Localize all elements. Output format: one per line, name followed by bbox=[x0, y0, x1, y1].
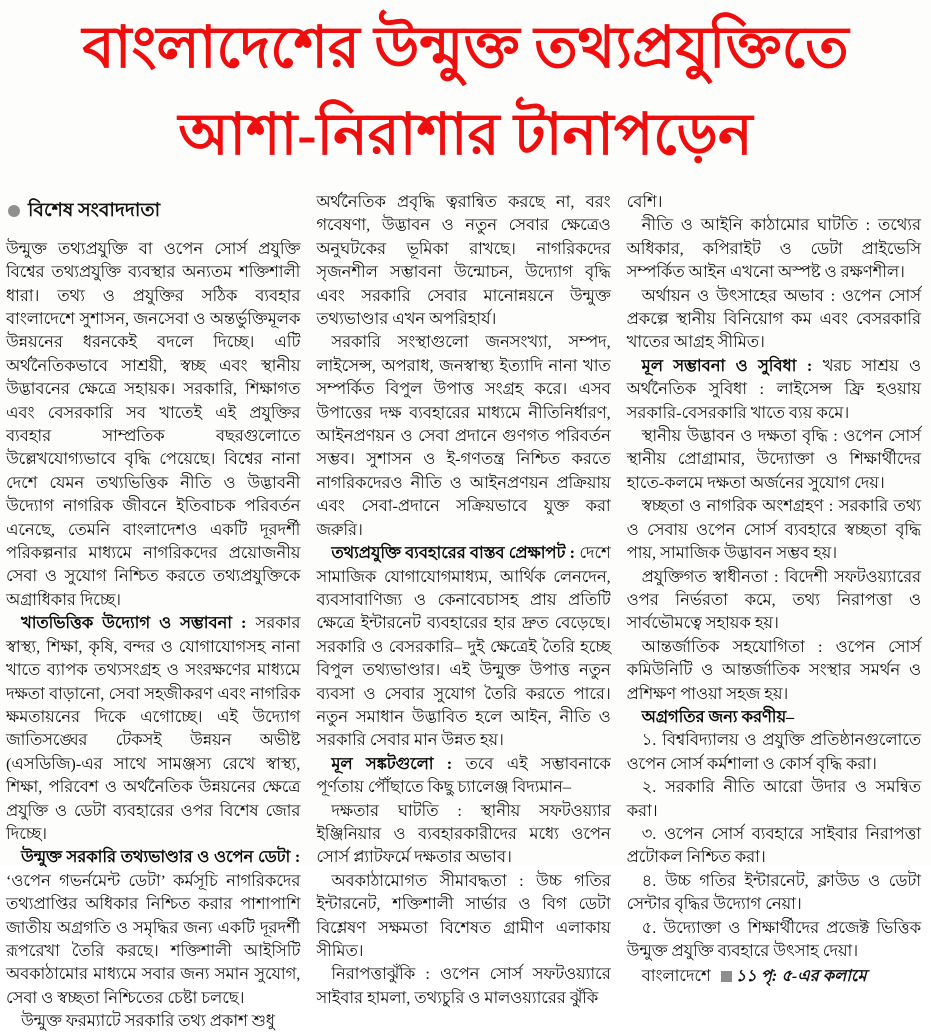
continuation-prefix: বাংলাদেশে bbox=[641, 966, 711, 986]
paragraph: ৩. ওপেন সোর্স ব্যবহারে সাইবার নিরাপত্তা প্রটোকল নিশ্চিত করা। bbox=[626, 823, 921, 867]
continuation-reference: ১১ পৃ: ৫-এর কলামে bbox=[735, 966, 867, 986]
paragraph: ৪. উচ্চ গতির ইন্টারনেট, ক্লাউড ও ডেটা সেন্টার বৃদ্ধির উদ্যোগ নেয়া। bbox=[626, 870, 921, 914]
paragraph: খাতভিত্তিক উদ্যোগ ও সম্ভাবনা : সরকার স্বাস্থ্য, শিক্ষা, কৃষি, বন্দর ও যোগাযোগসহ নানা খাতে ব্যাপক তথ্যসংগ্রহ ও সংরক্ষণের মাধ্যমে দক্ষতা বাড়ানো, সেবা সহজীকরণ এবং নাগরিক ক্ষমতায়নের দিকে এগোচ্ছে। এই উদ্যোগ জাতিসঙ্ঘের টেকসই উন্নয়ন অভীষ্ট (এসডিজি)-এর সাথে সামঞ্জস্য রেখে স্বাস্থ্য, শিক্ষা, পরিবেশ ও অর্থনৈতিক উন্নয়নের ক্ষেত্রে প্রযুক্তি ও ডেটা ব্যবহারের ওপর বিশেষ জোর দিচ্ছে। bbox=[6, 613, 301, 843]
paragraph: স্বচ্ছতা ও নাগরিক অংশগ্রহণ : সরকারি তথ্য ও সেবায় ওপেন সোর্স ব্যবহারে স্বচ্ছতা বৃদ্ধি পায়, সামাজিক উদ্ভাবন সম্ভব হয়। bbox=[626, 496, 921, 563]
paragraph-lead: মূল সম্ভাবনা ও সুবিধা : bbox=[641, 355, 823, 375]
paragraph-lead: তথ্যপ্রযুক্তি ব্যবহারের বাস্তব প্রেক্ষাপট : bbox=[331, 543, 580, 563]
paragraph: স্থানীয় উদ্ভাবন ও দক্ষতা বৃদ্ধি : ওপেন সোর্স স্থানীয় প্রোগ্রামার, উদ্যোক্তা ও শিক্ষার্থীদের হাতে-কলমে দক্ষতা অর্জনের সুযোগ দেয়। bbox=[626, 426, 921, 492]
paragraph-lead: খাতভিত্তিক উদ্যোগ ও সম্ভাবনা : bbox=[21, 613, 256, 633]
article-column-3 bbox=[627, 190, 921, 1033]
continuation-line bbox=[627, 964, 921, 987]
paragraph: ১. বিশ্ববিদ্যালয় ও প্রযুক্তি প্রতিষ্ঠানগুলোতে ওপেন সোর্স কর্মশালা ও কোর্স বৃদ্ধি করা। bbox=[626, 730, 921, 773]
paragraph: ৫. উদ্যোক্তা ও শিক্ষার্থীদের প্রজেক্ট ভিত্তিক উন্মুক্ত প্রযুক্তি ব্যবহারে উৎসাহ দেয়া। bbox=[626, 917, 921, 960]
paragraph: মূল সম্ভাবনা ও সুবিধা : খরচ সাশ্রয় ও অর্থনৈতিক সুবিধা : লাইসেন্স ফ্রি হওয়ায় সরকারি-বেসরকারি খাতে ব্যয় কমে। bbox=[626, 355, 921, 422]
paragraph: অবকাঠামোগত সীমাবদ্ধতা : উচ্চ গতির ইন্টারনেট, শক্তিশালী সার্ভার ও বিগ ডেটা বিশ্লেষণ সক্ষমতা বিশেষত গ্রামীণ এলাকায় সীমিত। bbox=[316, 870, 611, 960]
headline-line-1: বাংলাদেশের উন্মুক্ত তথ্যপ্রযুক্তিতে bbox=[82, 15, 849, 80]
paragraph: নিরাপত্তাঝুঁকি : ওপেন সোর্স সফটওয়্যারে সাইবার হামলা, তথ্যচুরি ও মালওয়্যারের ঝুঁকি bbox=[316, 964, 611, 1007]
article-column-2 bbox=[316, 190, 610, 1033]
paragraph: বেশি। bbox=[626, 192, 663, 211]
paragraph-lead: অগ্রগতির জন্য করণীয়– bbox=[641, 706, 795, 726]
paragraph: উন্মুক্ত সরকারি তথ্যভাণ্ডার ও ওপেন ডেটা : ‘ওপেন গভর্নমেন্ট ডেটা’ কর্মসূচি নাগরিকদের তথ্যপ্রাপ্তির অধিকার নিশ্চিত করার পাশাপাশি জাতীয় অগ্রগতি ও সমৃদ্ধির জন্য একটি দূরদর্শী রূপরেখা তৈরি করছে। শক্তিশালী আইসিটি অবকাঠামোর মাধ্যমে সবার জন্য সমান সুযোগ, সেবা ও স্বচ্ছতা নিশ্চিতের চেষ্টা চলছে। bbox=[6, 847, 301, 1007]
paragraph: মূল সঙ্কটগুলো : তবে এই সম্ভাবনাকে পূর্ণতায় পৌঁছাতে কিছু চ্যালেঞ্জ বিদ্যমান– bbox=[316, 753, 611, 797]
paragraph: ২. সরকারি নীতি আরো উদার ও সমন্বিত করা। bbox=[626, 777, 921, 820]
paragraph: অর্থায়ন ও উৎসাহের অভাব : ওপেন সোর্স প্রকল্পে স্থানীয় বিনিয়োগ কম এবং বেসরকারি খাতের আগ্রহ সীমিত। bbox=[626, 285, 921, 352]
paragraph: প্রযুক্তিগত স্বাধীনতা : বিদেশী সফটওয়্যারের ওপর নির্ভরতা কমে, তথ্য নিরাপত্তা ও সার্বভৌমত্বে সহায়ক হয়। bbox=[626, 566, 921, 633]
paragraph: উন্মুক্ত তথ্যপ্রযুক্তি বা ওপেন সোর্স প্রযুক্তি বিশ্বের তথ্যপ্রযুক্তি ব্যবস্থার অন্যতম শক্তিশালী ধারা। তথ্য ও প্রযুক্তির সঠিক ব্যবহার বাংলাদেশে সুশাসন, জনসেবা ও অন্তর্ভুক্তিমূলক উন্নয়নের ধরনকেই বদলে দিচ্ছে। এটি অর্থনৈতিকভাবে সাশ্রয়ী, স্বচ্ছ এবং স্থানীয় উদ্ভাবনের ক্ষেত্রে সহায়ক। সরকারি, শিক্ষাগত এবং বেসরকারি সব খাতেই এই প্রযুক্তির ব্যবহার সাম্প্রতিক বছরগুলোতে উল্লেখযোগ্যভাবে বৃদ্ধি পেয়েছে। বিশ্বের নানা দেশে যেমন তথ্যভিত্তিক নীতি ও উদ্ভাবনী উদ্যোগ নাগরিক জীবনে ইতিবাচক পরিবর্তন এনেছে, তেমনি বাংলাদেশও একটি দূরদর্শী পরিকল্পনার মাধ্যমে নাগরিকদের প্রয়োজনীয় সেবা ও সুযোগ নিশ্চিত করতে তথ্যপ্রযুক্তিকে অগ্রাধিকার দিচ্ছে। bbox=[6, 238, 301, 609]
paragraph: সরকারি সংস্থাগুলো জনসংখ্যা, সম্পদ, লাইসেন্স, অপরাধ, জনস্বাস্থ্য ইত্যাদি নানা খাত সম্পর্কিত বিপুল উপাত্ত সংগ্রহ করে। এসব উপাত্তের দক্ষ ব্যবহারের মাধ্যমে নীতিনির্ধারণ, আইনপ্রণয়ন ও সেবা প্রদানে গুণগত পরিবর্তন সম্ভব। সুশাসন ও ই-গণতন্ত্র নিশ্চিত করতে নাগরিকদেরও নীতি ও আইনপ্রণয়ন প্রক্রিয়ায় এবং সেবা-প্রদানে সক্রিয়ভাবে যুক্ত করা জরুরি। bbox=[316, 332, 611, 539]
paragraph: অর্থনৈতিক প্রবৃদ্ধি ত্বরান্বিত করছে না, বরং গবেষণা, উদ্ভাবন ও নতুন সেবার ক্ষেত্রেও অনুঘটকের ভূমিকা রাখছে। নাগরিকদের সৃজনশীল সম্ভাবনা উন্মোচন, উদ্যোগ বৃদ্ধি এবং সরকারি সেবার মানোন্নয়নে উন্মুক্ত তথ্যভাণ্ডার এখন অপরিহার্য। bbox=[316, 192, 611, 329]
paragraph-lead: মূল সঙ্কটগুলো : bbox=[331, 753, 466, 773]
paragraph: তথ্যপ্রযুক্তি ব্যবহারের বাস্তব প্রেক্ষাপট : দেশে সামাজিক যোগাযোগমাধ্যম, আর্থিক লেনদেন, ব্যবসাবাণিজ্য ও কেনাবেচাসহ প্রায় প্রতিটি ক্ষেত্রে ইন্টারনেট ব্যবহারের হার দ্রুত বেড়েছে। সরকারি ও বেসরকারি– দুই ক্ষেত্রেই তৈরি হচ্ছে বিপুল তথ্যভাণ্ডার। এই উন্মুক্ত উপাত্ত নতুন ব্যবসা ও সেবার সুযোগ তৈরি করতে পারে। নতুন সমাধান উদ্ভাবিত হলে আইন, নীতি ও সরকারি সেবার মান উন্নত হয়। bbox=[316, 543, 611, 750]
byline-text: বিশেষ সংবাদদাতা bbox=[28, 200, 161, 221]
article-column-1 bbox=[6, 190, 300, 1033]
circle-bullet-icon bbox=[8, 205, 20, 217]
paragraph bbox=[627, 705, 921, 728]
byline bbox=[8, 200, 300, 223]
article-headline bbox=[0, 0, 931, 184]
headline-line-2: আশা-নিরাশার টানাপড়েন bbox=[178, 102, 753, 167]
paragraph: দক্ষতার ঘাটতি : স্থানীয় সফটওয়্যার ইঞ্জিনিয়ার ও ব্যবহারকারীদের মধ্যে ওপেন সোর্স প্ল্যাটফর্মে দক্ষতার অভাব। bbox=[316, 800, 611, 867]
paragraph: নীতি ও আইনি কাঠামোর ঘাটতি : তথ্যের অধিকার, কপিরাইট ও ডেটা প্রাইভেসি সম্পর্কিত আইন এখনো অস্পষ্ট ও রক্ষণশীল। bbox=[626, 215, 921, 282]
paragraph-lead: উন্মুক্ত সরকারি তথ্যভাণ্ডার ও ওপেন ডেটা : bbox=[21, 847, 301, 867]
paragraph: আন্তর্জাতিক সহযোগিতা : ওপেন সোর্স কমিউনিটি ও আন্তর্জাতিক সংস্থার সমর্থন ও প্রশিক্ষণ পাওয়া সহজ হয়। bbox=[626, 636, 921, 703]
paragraph: উন্মুক্ত ফরম্যাটে সরকারি তথ্য প্রকাশ শুধু bbox=[21, 1011, 275, 1031]
article-body bbox=[0, 184, 931, 1033]
square-continuation-marker-icon bbox=[721, 971, 732, 982]
